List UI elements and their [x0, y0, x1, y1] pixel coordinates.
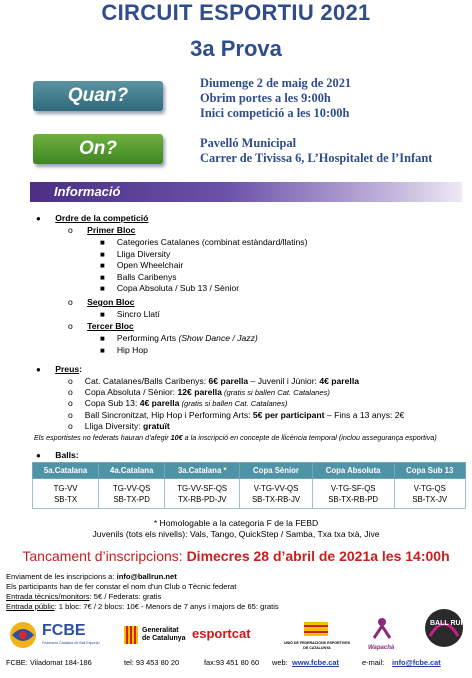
homolog-note: * Homologable a la categoria F de la FEBD	[153, 518, 319, 528]
list-item: ■ Balls Caribenys	[100, 271, 177, 282]
circle-bullet: o	[68, 297, 73, 307]
footer-email-label: e-mail:	[362, 658, 385, 667]
list-item: ■ Sincro Llatí	[100, 309, 160, 319]
price-line: o Copa Absoluta / Sènior: 12€ parella (gratis si ballen Cat. Catalanes)	[68, 387, 330, 398]
bloc-3-items	[100, 333, 258, 356]
order-section	[36, 213, 148, 225]
bloc-2-items	[100, 309, 160, 321]
footer-tel: tel: 93 453 80 20	[124, 658, 180, 667]
ballrun-logo: BALL RUN	[424, 606, 464, 655]
where-venue: Pavelló Municipal	[200, 136, 297, 150]
table-cell: TG-VV-SF-QS TX-RB-PD-JV	[165, 479, 240, 509]
prices-heading: Preus	[55, 364, 80, 374]
sponsor-logos	[0, 612, 472, 662]
bullet-dot: ●	[36, 214, 41, 223]
price-line: o Cat. Catalanes/Balls Caribenys: 6€ parella – Juvenil i Júnior: 4€ parella	[68, 376, 359, 386]
bullet-dot: ●	[36, 365, 41, 374]
esportcat-logo: esportcat	[192, 626, 251, 641]
list-item: ■ Open Wheelchair	[100, 260, 184, 270]
info-banner: Informació	[30, 182, 462, 202]
list-item: ■ Copa Absoluta / Sub 13 / Sènior	[100, 283, 240, 293]
prices-section: ● Preus:	[36, 364, 82, 374]
wapacha-logo: Wapachà	[368, 616, 396, 651]
balls-table	[32, 462, 466, 509]
fcbe-logo: FCBE Federació Catalana de Ball Esportiu	[8, 620, 38, 655]
when-start: Inici competició a les 10:00h	[200, 106, 350, 120]
send-line: Enviament de les inscripcions a: info@ballrun.net	[6, 572, 177, 581]
list-item: ■ Categories Catalanes (combinat estàndard/llatins)	[100, 237, 308, 247]
order-heading: Ordre de la competició	[55, 213, 149, 223]
footer-email-link[interactable]: info@fcbe.cat	[392, 658, 441, 667]
when-doors: Obrim portes a les 9:00h	[200, 91, 331, 105]
footer-web-link[interactable]: www.fcbe.cat	[292, 658, 339, 667]
bloc-1-heading: o Primer Bloc	[68, 225, 136, 235]
bloc-1-items	[100, 237, 307, 295]
quan-label: Quan?	[33, 81, 163, 111]
prices-list	[68, 376, 404, 432]
public-line: Entrada públic: 1 bloc: 7€ / 2 blocs: 10€ - Menors de 7 anys i majors de 65: gratis	[6, 602, 279, 611]
list-item: ■ Performing Arts (Show Dance / Jazz)	[100, 333, 258, 343]
footer-web-label: web:	[272, 658, 288, 667]
list-item: ■ Hip Hop	[100, 344, 148, 355]
price-line: o Copa Sub 13: 4€ parella (gratis si ballen Cat. Catalanes)	[68, 398, 288, 409]
on-label: On?	[33, 134, 163, 164]
club-line: Els participants han de fer constar el nom d’un Club o Tècnic federat	[6, 582, 237, 591]
table-cell: V-TG-SF-QS SB-TX-RB-PD	[312, 479, 394, 509]
fcbe-emblem-icon	[8, 620, 38, 650]
col-header: Copa Sub 13	[394, 463, 466, 479]
generalitat-logo: Generalitat de Catalunya	[124, 626, 138, 649]
list-item: ■ Lliga Diversity	[100, 248, 171, 259]
dancer-icon	[368, 616, 396, 640]
registration-deadline: Tancament d’inscripcions: Dimecres 28 d’abril de 2021a les 14:00h	[22, 548, 450, 564]
balls-heading: Balls:	[55, 450, 79, 460]
when-details	[200, 76, 351, 121]
table-cell: TG-VV SB-TX	[33, 479, 99, 509]
bullet-dot: ●	[36, 451, 41, 460]
footer-address: FCBE: Viladomat 184-186	[6, 658, 92, 667]
table-row	[33, 479, 466, 509]
license-note: Els esportistes no federats hauran d’afegir 10€ a la inscripció en concepte de llicència temporal (inclou assegurança esportiva)	[34, 433, 437, 442]
juvenils-note: Juvenils (tots els nivells): Vals, Tango, QuickStep / Samba, Txa txa txà, Jive	[92, 529, 380, 539]
where-details	[200, 136, 432, 166]
table-cell: V-TG-QS SB-TX-JV	[394, 479, 466, 509]
table-cell: TG-VV-QS SB-TX-PD	[99, 479, 165, 509]
ballrun-icon	[424, 606, 464, 650]
price-line: o Lliga Diversity: gratuït	[68, 420, 170, 431]
senyera-icon	[124, 626, 138, 644]
circle-bullet: o	[68, 225, 73, 235]
col-header: Copa Absoluta	[312, 463, 394, 479]
footer-fax: fax:93 451 80 60	[204, 658, 260, 667]
table-cell: V-TG-VV-QS SB-TX-RB-JV	[240, 479, 313, 509]
col-header: Copa Sènior	[240, 463, 313, 479]
bloc-3-heading: o Tercer Bloc	[68, 321, 134, 331]
ufec-icon	[304, 622, 328, 636]
table-header-row	[33, 463, 466, 479]
ballrun-email[interactable]: info@ballrun.net	[116, 572, 177, 581]
tech-line: Entrada tècnics/monitors: 5€ / Federats: gratis	[6, 592, 162, 601]
notes-block	[6, 572, 279, 612]
when-date: Diumenge 2 de maig de 2021	[200, 76, 352, 90]
circle-bullet: o	[68, 321, 73, 331]
col-header: 5a.Catalana	[33, 463, 99, 479]
col-header: 4a.Catalana	[99, 463, 165, 479]
balls-section	[36, 450, 79, 462]
ufec-logo: UNIÓ DE FEDERACIONS ESPORTIVES DE CATALUNYA	[282, 622, 352, 650]
price-line: o Ball Sincronitzat, Hip Hop i Performing Arts: 5€ per participant – Fins a 13 anys: 2€	[68, 409, 405, 420]
col-header: 3a.Catalana *	[165, 463, 240, 479]
where-address: Carrer de Tivissa 6, L’Hospitalet de l’Infant	[200, 151, 433, 165]
page-subtitle: 3a Prova	[190, 36, 282, 61]
page-title: CIRCUIT ESPORTIU 2021	[101, 0, 371, 25]
bloc-2-heading: o Segon Bloc	[68, 297, 135, 307]
